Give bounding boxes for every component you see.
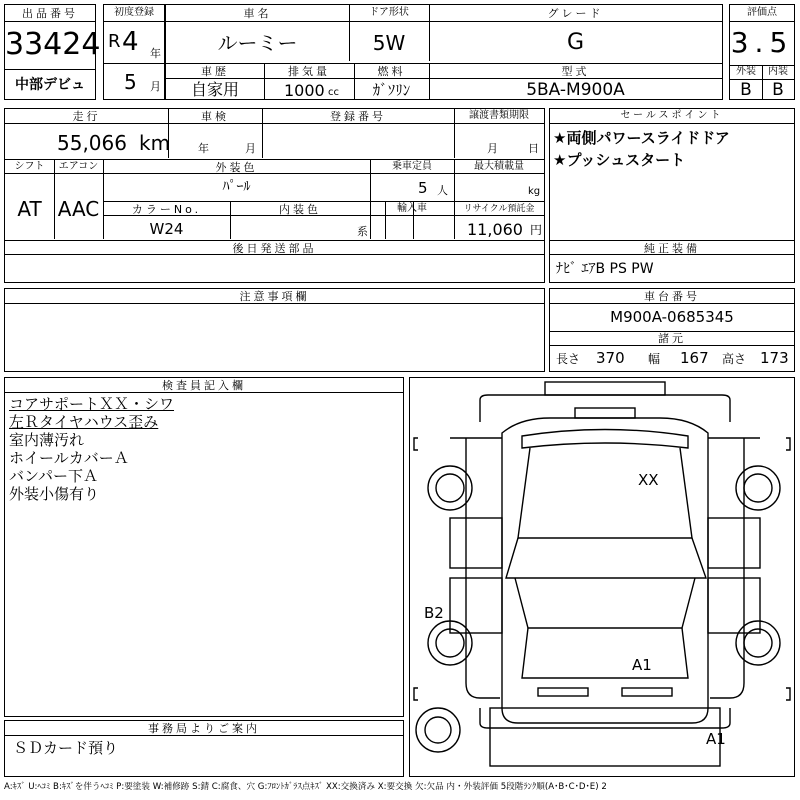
- fuel: ｶﾞｿﾘﾝ: [372, 81, 411, 99]
- office-notice: ＳＤカード預り: [13, 739, 119, 757]
- max-load-label: 最大積載量: [474, 161, 524, 172]
- height-label: 高さ: [722, 352, 747, 366]
- first-registration-box: [103, 4, 165, 100]
- office-notice-box: [4, 720, 404, 777]
- inspector-note: 外装小傷有り: [9, 485, 100, 503]
- width: 167: [680, 349, 709, 367]
- color-number: W24: [149, 220, 184, 238]
- displacement-label: 排気量: [288, 65, 330, 78]
- model-label: 型式: [561, 65, 590, 78]
- sales-point: ★両側パワースライドドア: [553, 129, 730, 147]
- length-label: 長さ: [556, 352, 581, 366]
- debut-label: 中部デビュ: [15, 77, 85, 93]
- spec-table: [4, 108, 545, 283]
- inspector-note: コアサポートＸＸ・シワ: [9, 395, 175, 413]
- score-box: [729, 4, 795, 100]
- registration-label: 登録番号: [330, 110, 386, 123]
- damage-mark-b2: B2: [424, 604, 444, 622]
- notes-label: 注意事項欄: [239, 290, 310, 303]
- chassis-number: M900A-0685345: [610, 308, 734, 326]
- capacity-unit: 人: [437, 184, 448, 197]
- inspection-label: 車検: [201, 110, 229, 123]
- import-label: 輸入車: [397, 203, 427, 214]
- mileage-label: 走行: [72, 110, 101, 123]
- transfer-month-unit: 月: [487, 142, 498, 155]
- chassis-box: [549, 288, 795, 372]
- car-outline: [410, 378, 794, 776]
- transfer-day-unit: 日: [528, 142, 539, 155]
- shift: AT: [17, 197, 42, 221]
- color-number-label: カラーNo.: [131, 203, 202, 216]
- damage-mark-xx: XX: [638, 471, 659, 489]
- fuel-label: 燃料: [377, 65, 406, 78]
- office-notice-label: 事務局よりご案内: [148, 722, 260, 735]
- era-label: R: [108, 31, 121, 52]
- displacement: 1000: [284, 81, 325, 100]
- capacity-label: 乗車定員: [392, 161, 432, 172]
- exterior-color: ﾊﾟｰﾙ: [222, 179, 251, 195]
- equipment-label: 純正装備: [644, 242, 700, 255]
- interior-grade: B: [772, 80, 784, 100]
- mileage-unit: km: [139, 131, 171, 155]
- inspector-note: 左Ｒタイヤハウス歪み: [9, 413, 159, 431]
- interior-color-unit: 系: [357, 225, 368, 238]
- damage-mark-a1-spare: A1: [706, 730, 726, 748]
- max-load-unit: kg: [528, 186, 541, 197]
- month-unit: 月: [150, 80, 161, 93]
- shift-label: シフト: [14, 161, 45, 172]
- equipment: ﾅﾋﾞ ｴｱB PS PW: [556, 261, 654, 277]
- lot-label: 出品番号: [22, 7, 78, 20]
- grade-label: グレード: [547, 7, 604, 20]
- inspection-month-unit: 月: [245, 142, 256, 155]
- dimensions-label: 諸元: [658, 332, 686, 345]
- sales-points-label: セールスポイント: [620, 110, 724, 121]
- ac: AAC: [57, 197, 100, 221]
- later-parts-label: 後日発送部品: [232, 242, 317, 255]
- displacement-unit: cc: [328, 87, 339, 98]
- first-reg-label: 初度登録: [114, 7, 154, 18]
- car-name: ルーミー: [217, 31, 298, 55]
- lot-number: 33424: [5, 27, 101, 62]
- inspector-box: [4, 377, 404, 717]
- recycle-label: リサイクル預託金: [463, 204, 535, 214]
- history-label: 車歴: [201, 65, 229, 78]
- exterior-label: 外装: [736, 66, 756, 77]
- damage-diagram: [409, 377, 795, 777]
- inspector-note: 室内薄汚れ: [9, 431, 85, 449]
- inspector-note: バンパー下Ａ: [9, 467, 98, 485]
- ac-label: エアコン: [58, 161, 99, 172]
- interior-label: 内装: [768, 66, 788, 77]
- chassis-label: 車台番号: [644, 290, 700, 303]
- exterior-grade: B: [740, 80, 752, 100]
- score-label: 評価点: [747, 7, 777, 18]
- mileage: 55,066: [57, 131, 127, 155]
- reg-year: 4: [122, 27, 139, 57]
- history: 自家用: [190, 80, 239, 99]
- inspector-label: 検査員記入欄: [162, 379, 246, 392]
- lot-box: [4, 4, 101, 100]
- sales-points-box: [549, 108, 795, 283]
- height: 173: [760, 349, 789, 367]
- width-label: 幅: [648, 352, 661, 366]
- inspector-note: ホイールカバーＡ: [9, 449, 129, 467]
- interior-color-label: 内装色: [279, 203, 321, 216]
- vehicle-header: [165, 4, 723, 100]
- length: 370: [596, 349, 625, 367]
- recycle-unit: 円: [530, 223, 543, 237]
- grade: G: [566, 30, 585, 55]
- transfer-deadline-label: 譲渡書類期限: [469, 110, 529, 121]
- door-label: ドア形状: [369, 7, 409, 18]
- reg-month: 5: [124, 70, 137, 94]
- model-code: 5BA-M900A: [526, 80, 625, 100]
- sales-point: ★プッシュスタート: [553, 151, 686, 169]
- year-unit: 年: [150, 47, 161, 60]
- legend: A:ｷｽﾞ U:ﾍｺﾐ B:ｷｽﾞを伴うﾍｺﾐ P:要塗装 W:補修跡 S:錆 C:腐食、穴 G:ﾌﾛﾝﾄｶﾞﾗｽ点ｷｽﾞ XX:交換済み X:要交換 欠:欠品 内・外装評価 5段階ﾗﾝｸ順(A･B･C･D･E) 2: [4, 782, 607, 792]
- recycle-fee: 11,060: [467, 220, 523, 239]
- overall-score: 3.5: [730, 26, 794, 59]
- capacity: 5: [418, 179, 428, 197]
- car-name-label: 車名: [243, 7, 272, 20]
- door-type: 5W: [372, 31, 406, 55]
- damage-mark-a1-rear: A1: [632, 656, 652, 674]
- exterior-color-label: 外装色: [215, 161, 258, 174]
- inspection-year-unit: 年: [198, 142, 209, 155]
- notes-box: [4, 288, 545, 372]
